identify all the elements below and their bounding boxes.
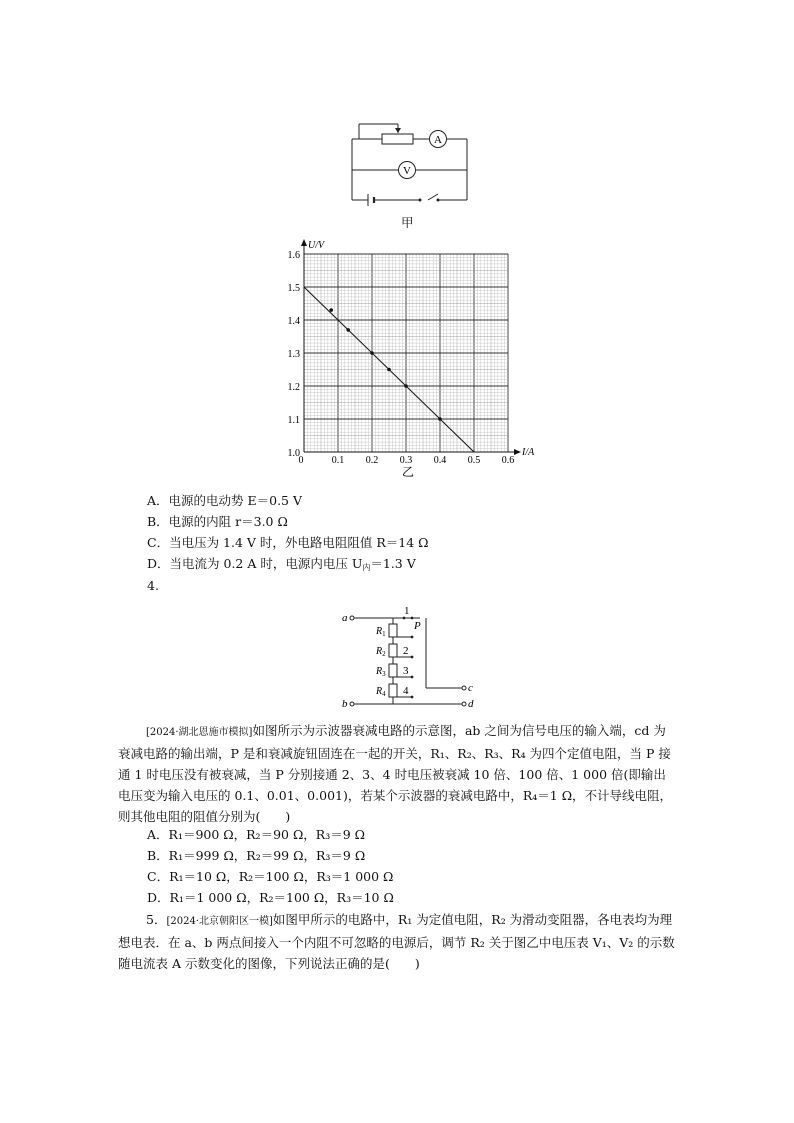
q4-option-c[interactable]: C．R₁＝10 Ω，R₂＝100 Ω，R₃＝1 000 Ω xyxy=(147,869,394,884)
q3-option-b[interactable]: B．电源的内阻 r＝3.0 Ω xyxy=(147,514,288,529)
ui-graph xyxy=(280,236,542,480)
r2-label: $R_2$ xyxy=(376,646,386,658)
q4-stem xyxy=(118,720,678,827)
x-tick-label: 0.6 xyxy=(501,455,515,466)
x-tick-label: 0.4 xyxy=(433,455,447,466)
attenuator-circuit xyxy=(340,602,480,710)
contact-4: 4 xyxy=(403,685,409,697)
q4-option-b[interactable]: B．R₁＝999 Ω，R₂＝99 Ω，R₃＝9 Ω xyxy=(147,848,366,863)
chart-caption: 乙 xyxy=(402,465,415,479)
terminal-d: d xyxy=(468,698,474,710)
y-tick-label: 1.0 xyxy=(287,448,300,459)
y-axis-label: U/V xyxy=(308,240,325,251)
circuit-jia xyxy=(340,112,480,212)
terminal-b: b xyxy=(342,698,348,710)
data-point xyxy=(370,351,374,355)
x-axis-arrow xyxy=(514,449,521,455)
data-point xyxy=(404,384,408,388)
q3-option-c[interactable]: C．当电压为 1.4 V 时，外电路电阻阻值 R＝14 Ω xyxy=(147,535,429,550)
contact-3: 3 xyxy=(403,665,409,677)
y-tick-label: 1.4 xyxy=(287,316,300,327)
contact-2: 2 xyxy=(403,645,409,657)
r4-label: $R_4$ xyxy=(376,686,386,698)
q3-option-a[interactable]: A．电源的电动势 E＝0.5 V xyxy=(147,493,303,508)
q4-number: 4. xyxy=(147,578,159,593)
data-point xyxy=(346,328,350,332)
q3-option-d-text: D．当电流为 0.2 A 时，电源内电压 U xyxy=(147,556,363,571)
q3-option-d-value: ＝1.3 V xyxy=(370,556,416,571)
q3-option-d-sub: 内 xyxy=(362,563,371,572)
terminal-c: c xyxy=(468,682,473,694)
x-tick-label: 0 xyxy=(298,455,304,466)
q4-option-a[interactable]: A．R₁＝900 Ω，R₂＝90 Ω，R₃＝9 Ω xyxy=(147,827,366,842)
y-tick-label: 1.6 xyxy=(287,250,300,261)
q5-stem xyxy=(118,909,678,974)
x-axis-label: I/A xyxy=(522,447,535,458)
x-tick-label: 0.3 xyxy=(399,455,413,466)
q4-stem-text: 如图所示为示波器衰减电路的示意图，ab 之间为信号电压的输入端，cd 为衰减电路的输出端，P 是和衰减旋钮固连在一起的开关，R₁、R₂、R₃、R₄ 为四个定值电阻，当 P 接通 1 时电压没有被衰减，当 P 分别接通 2、3、4 时电压被衰减 10 倍、100 倍、1 000 倍(即输出电压变为输入电压的 0.1、0.01、0.001)，若某个示波器的衰减电路中，R₄＝1 Ω，不计导线电阻，则其他电阻的阻值分别为( ) xyxy=(118,723,673,824)
q4-option-d[interactable]: D．R₁＝1 000 Ω，R₂＝100 Ω，R₃＝10 Ω xyxy=(147,890,394,905)
data-point xyxy=(387,368,391,372)
data-point xyxy=(438,417,442,421)
q5-source: [2024·北京朝阳区一模] xyxy=(166,916,273,927)
q4-source: [2024·湖北恩施市模拟] xyxy=(146,727,253,738)
switch-p: P xyxy=(414,620,421,632)
contact-1: 1 xyxy=(404,605,410,617)
y-axis-arrow xyxy=(301,239,307,246)
r1-label: $R_1$ xyxy=(376,626,386,638)
x-tick-label: 0.5 xyxy=(467,455,481,466)
q3-option-d[interactable] xyxy=(147,553,416,578)
ammeter-label: A xyxy=(434,134,442,146)
y-tick-label: 1.5 xyxy=(287,283,300,294)
x-tick-label: 0.2 xyxy=(365,455,379,466)
y-tick-label: 1.3 xyxy=(287,349,300,360)
y-tick-label: 1.1 xyxy=(287,415,300,426)
y-tick-label: 1.2 xyxy=(287,382,300,393)
q5-stem-text: 如图甲所示的电路中，R₁ 为定值电阻，R₂ 为滑动变阻器，各电表均为理想电表．在 a、b 两点间接入一个内阻不可忽略的电源后，调节 R₂ 关于图乙中电压表 V₁、V₂ 的示数随电流表 A 示数变化的图像，下列说法正确的是( ) xyxy=(118,912,675,971)
voltmeter-label: V xyxy=(403,165,411,177)
r3-label: $R_3$ xyxy=(376,666,386,678)
x-tick-label: 0.1 xyxy=(331,455,345,466)
terminal-a: a xyxy=(342,612,348,624)
figure-jia-caption: 甲 xyxy=(401,215,414,230)
data-point xyxy=(329,308,333,312)
q5-number: 5． xyxy=(146,912,167,927)
